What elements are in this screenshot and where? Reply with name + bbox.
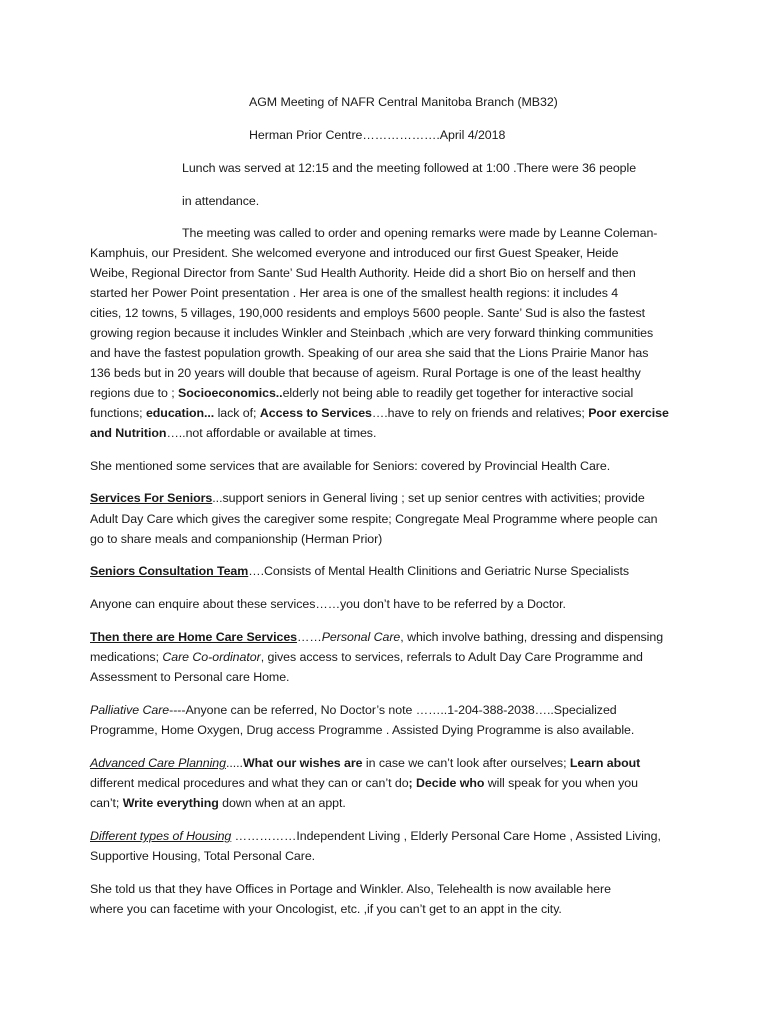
body-line-4: started her Power Point presentation . Her area is one of the smallest health regions: it includes 4 xyxy=(90,286,619,300)
body-text: …..not affordable or available at times. xyxy=(166,426,377,440)
intro-line-2: in attendance. xyxy=(182,194,260,208)
enquire-line: Anyone can enquire about these services……you don’t have to be referred by a Doctor. xyxy=(90,597,566,611)
housing-line-2: Supportive Housing, Total Personal Care. xyxy=(90,849,316,863)
bold-term-education: education... xyxy=(145,406,215,420)
intro-line-1: Lunch was served at 12:15 and the meeting followed at 1:00 .There were 36 people xyxy=(182,161,637,175)
italic-term-personal-care: Personal Care xyxy=(321,630,401,644)
body-line-6: growing region because it includes Winkler and Steinbach ,which are very forward thinking communities xyxy=(90,326,654,340)
body-text: …… xyxy=(297,630,322,644)
bold-term-decide-who: ; Decide who xyxy=(408,776,485,790)
section-heading-home-care: Then there are Home Care Services xyxy=(90,630,298,644)
bold-term-poor-exercise: Poor exercise xyxy=(588,406,669,420)
body-text: ….have to rely on friends and relatives; xyxy=(371,406,589,420)
body-line-1: The meeting was called to order and opening remarks were made by Leanne Coleman- xyxy=(182,226,658,240)
body-text: different medical procedures and what they can or can’t do xyxy=(90,776,409,790)
body-text: ----Anyone can be referred, No Doctor’s note ……..1-204-388-2038…..Specialized xyxy=(169,703,617,717)
body-text: will speak for you when you xyxy=(484,776,638,790)
body-line-8: 136 beds but in 20 years will double that because of ageism. Rural Portage is one of the least healthy xyxy=(90,366,641,380)
page-title: AGM Meeting of NAFR Central Manitoba Branch (MB32) xyxy=(249,95,558,109)
italic-heading-palliative-care: Palliative Care xyxy=(90,703,170,717)
body-text: can’t; xyxy=(90,796,123,810)
body-text: ……………Independent Living , Elderly Personal Care Home , Assisted Living, xyxy=(231,829,661,843)
services-for-seniors-line-3: go to share meals and companionship (Herman Prior) xyxy=(90,532,383,546)
bold-term-socioeconomics: Socioeconomics.. xyxy=(178,386,283,400)
bold-term-wishes: What our wishes are xyxy=(242,756,363,770)
acp-line-2 xyxy=(90,775,638,791)
body-text: ….Consists of Mental Health Clinitions and Geriatric Nurse Specialists xyxy=(248,564,630,578)
section-heading-services-for-seniors: Services For Seniors xyxy=(90,491,213,505)
palliative-line-2: Programme, Home Oxygen, Drug access Programme . Assisted Dying Programme is also available. xyxy=(90,723,635,737)
body-line-10 xyxy=(90,405,669,421)
body-text: ...support seniors in General living ; set up senior centres with activities; provide xyxy=(212,491,645,505)
bold-term-nutrition: and Nutrition xyxy=(90,426,167,440)
services-for-seniors-line-2: Adult Day Care which gives the caregiver some respite; Congregate Meal Programme where people can xyxy=(90,512,658,526)
italic-term-care-coordinator: Care Co-ordinator xyxy=(162,650,261,664)
home-care-line-1 xyxy=(90,629,663,645)
bold-term-write-everything: Write everything xyxy=(122,796,219,810)
home-care-line-2 xyxy=(90,649,643,665)
consultation-line xyxy=(90,563,629,579)
closing-line-2: where you can facetime with your Oncologist, etc. ,if you can’t get to an appt in the city. xyxy=(90,902,562,916)
venue-date: Herman Prior Centre……………….April 4/2018 xyxy=(249,128,506,142)
housing-line-1 xyxy=(90,828,661,844)
body-text: ..... xyxy=(225,756,243,770)
body-line-2: Kamphuis, our President. She welcomed everyone and introduced our first Guest Speaker, Heide xyxy=(90,246,619,260)
services-intro: She mentioned some services that are available for Seniors: covered by Provincial Health Care. xyxy=(90,459,611,473)
body-text: regions due to ; xyxy=(90,386,179,400)
body-line-7: and have the fastest population growth. Speaking of our area she said that the Lions Prairie Manor has xyxy=(90,346,649,360)
services-for-seniors-line-1 xyxy=(90,490,645,506)
body-line-3: Weibe, Regional Director from Sante’ Sud Health Authority. Heide did a short Bio on herself and then xyxy=(90,266,636,280)
body-line-9 xyxy=(90,385,633,401)
body-text: , gives access to services, referrals to Adult Day Care Programme and xyxy=(260,650,643,664)
closing-line-1: She told us that they have Offices in Portage and Winkler. Also, Telehealth is now available here xyxy=(90,882,611,896)
palliative-line-1 xyxy=(90,702,617,718)
body-line-11 xyxy=(90,425,376,441)
body-text: functions; xyxy=(90,406,146,420)
body-text: down when at an appt. xyxy=(218,796,346,810)
bold-term-learn-about: Learn about xyxy=(569,756,641,770)
body-text: lack of; xyxy=(214,406,260,420)
body-text: medications; xyxy=(90,650,163,664)
italic-heading-advanced-care-planning: Advanced Care Planning xyxy=(90,756,226,770)
italic-heading-housing: Different types of Housing xyxy=(90,829,232,843)
body-text: in case we can’t look after ourselves; xyxy=(362,756,570,770)
body-text: , which involve bathing, dressing and dispensing xyxy=(400,630,664,644)
bold-term-access: Access to Services xyxy=(259,406,372,420)
home-care-line-3: Assessment to Personal care Home. xyxy=(90,670,290,684)
acp-line-1 xyxy=(90,755,640,771)
body-text: elderly not being able to readily get together for interactive social xyxy=(282,386,634,400)
body-line-5: cities, 12 towns, 5 villages, 190,000 residents and employs 5600 people. Sante’ Sud is also the fastest xyxy=(90,306,646,320)
section-heading-consultation-team: Seniors Consultation Team xyxy=(90,564,249,578)
acp-line-3 xyxy=(90,795,346,811)
